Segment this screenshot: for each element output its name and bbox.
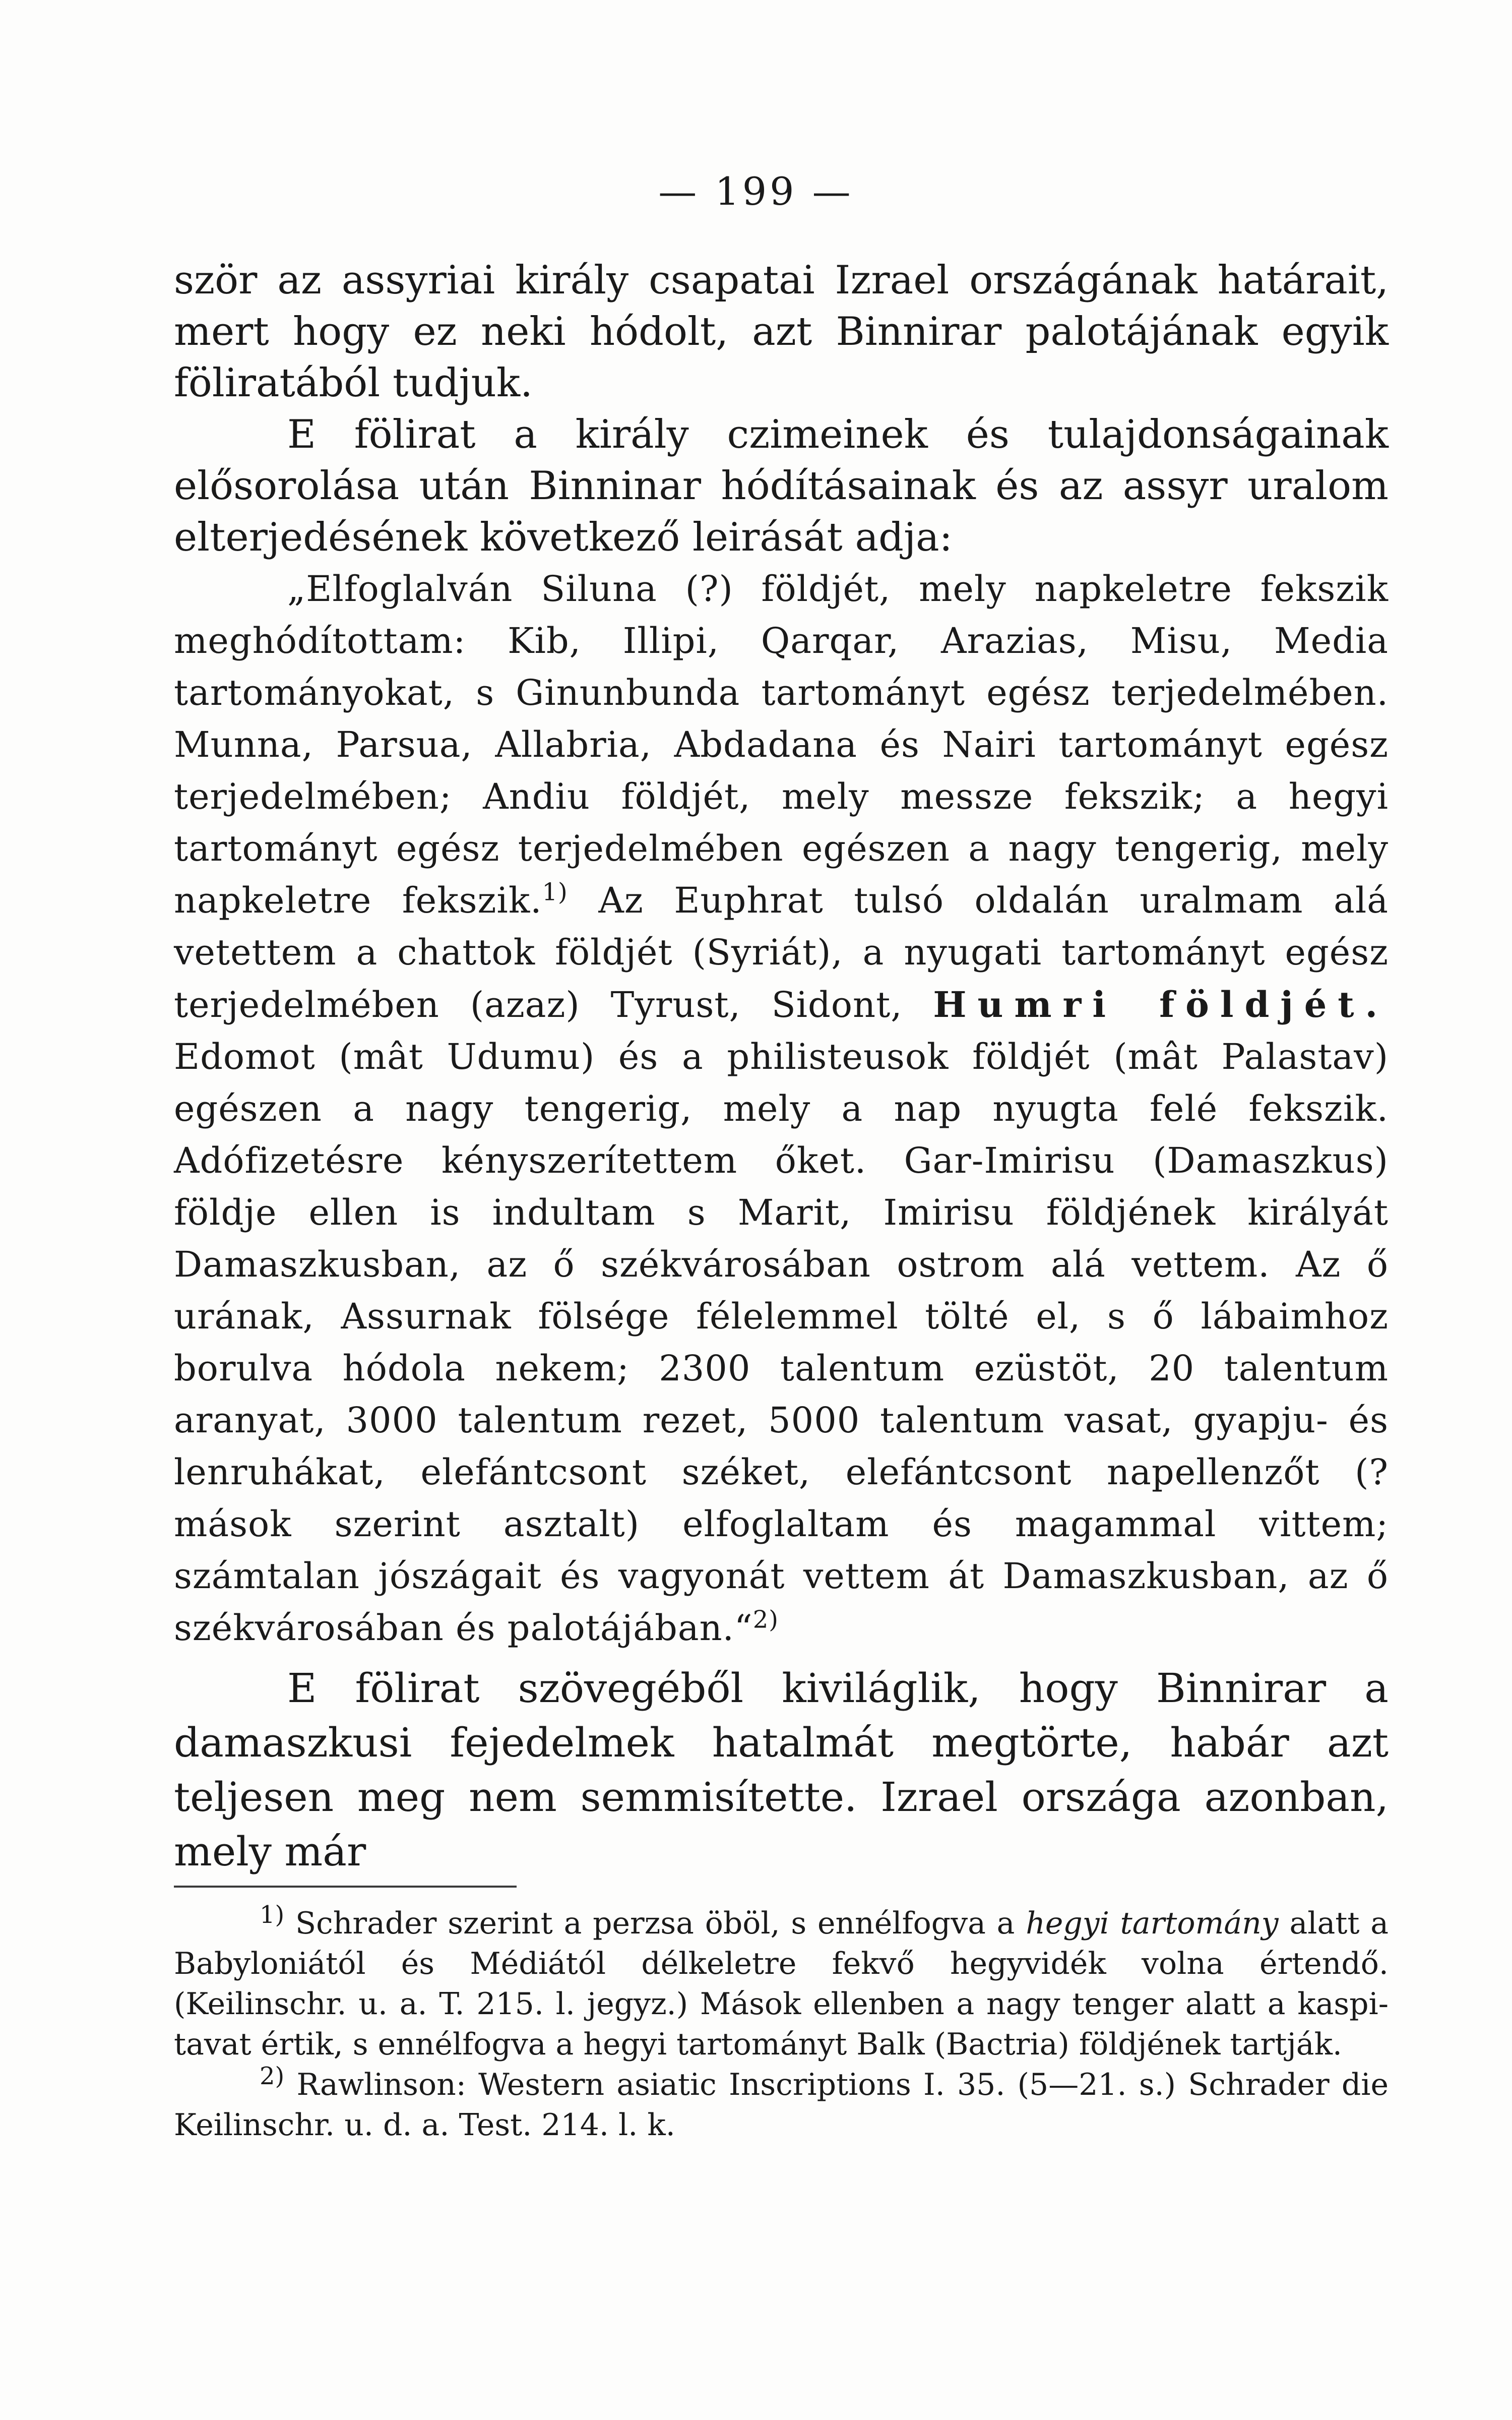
footnote-1-italic: hegyi tartomány [1026, 1906, 1279, 1941]
paragraph-3: E fölirat szövegéből kiviláglik, hogy Binnirar a damaszkusi fejedelmek hatalmát megtörte, habár azt teljesen meg nem semmisítette. Izrael országa azonban, mely már [174, 1665, 1389, 1875]
quote-part-2: Az Euphrat tulsó oldalán uralmam alá vetettem a chattok földjét (Syriát), a nyugati tartományt egész terjedelmében (azaz) Tyrust, Sidont, [174, 880, 1389, 1025]
footnote-1 [174, 1903, 1389, 2065]
footnote-1-text-b: alatt a Babyloniától és Médiától délkeletre fekvő hegyvidék volna értendő. (Keilinschr. u. a. T. 215. l. jegyz.) Mások ellenben a nagy tenger alatt a kaspi-tavat értik, s ennélfogva a hegyi tartományt Balk (Bactria) földjének tartják. [174, 1906, 1389, 2062]
quote-part-3: Edomot (mât Udumu) és a philisteusok földjét (mât Palastav) egészen a nagy tengerig, mely a nap nyugta felé fekszik. Adófizetésre kényszerítettem őket. Gar-Imirisu (Damaszkus) földje ellen is indultam s Marit, Imirisu földjének királyát Damaszkusban, az ő székvárosában ostrom alá vettem. Az ő urának, Assurnak fölsége félelemmel tölté el, s ő lábaimhoz borulva hódola nekem; 2300 talentum ezüstöt, 20 talentum aranyat, 3000 talentum rezet, 5000 talentum vasat, gyapju- és lenruhákat, elefántcsont széket, elefántcsont napellenzőt (? mások szerint asztalt) elfoglaltam és magammal vittem; számtalan jószágait és vagyonát vettem át Damaszkusban, az ő székvárosában és palotájában.“ [174, 1036, 1389, 1649]
footnote-ref-1: 1) [542, 878, 568, 906]
footnote-ref-2: 2) [752, 1605, 779, 1634]
quote-emphasis: Humri földjét. [933, 984, 1389, 1025]
footnote-divider [174, 1886, 517, 1888]
footnote-2-mark: 2) [260, 2062, 285, 2090]
page-number: — 199 — [658, 169, 854, 214]
footnotes [174, 1903, 1389, 2145]
footnote-2 [174, 2062, 1389, 2145]
paragraph-1: ször az assyriai király csapatai Izrael országának határait, mert hogy ez neki hódolt, azt Binnirar palotájának egyik föliratából tudjuk. [174, 258, 1389, 406]
quote-part-1: „Elfoglalván Siluna (?) földjét, mely napkeletre fekszik meghódítottam: Kib, Illipi, Qarqar, Arazias, Misu, Media tartományokat, s Ginunbunda tartományt egész terjedelmében. Munna, Parsua, Allabria, Abdadana és Nairi tartományt egész terjedelmében; Andiu földjét, mely messze fekszik; a hegyi tartományt egész terjedelmében egészen a nagy tengerig, mely napkeletre fekszik. [174, 568, 1389, 921]
quotation-paragraph [174, 563, 1389, 1654]
footnote-1-text-a: Schrader szerint a perzsa öböl, s ennélfogva a [284, 1906, 1026, 1941]
footnote-1-mark: 1) [260, 1901, 285, 1929]
footnote-2-text: Rawlinson: Western asiatic Inscriptions I. 35. (5—21. s.) Schrader die Keilinschr. u. d. a. Test. 214. l. k. [174, 2067, 1389, 2143]
paragraph-2: E fölirat a király czimeinek és tulajdonságainak elősorolása után Binninar hódításainak és az assyr uralom elterjedésének következő leirását adja: [174, 412, 1389, 560]
main-text [174, 255, 1389, 1879]
